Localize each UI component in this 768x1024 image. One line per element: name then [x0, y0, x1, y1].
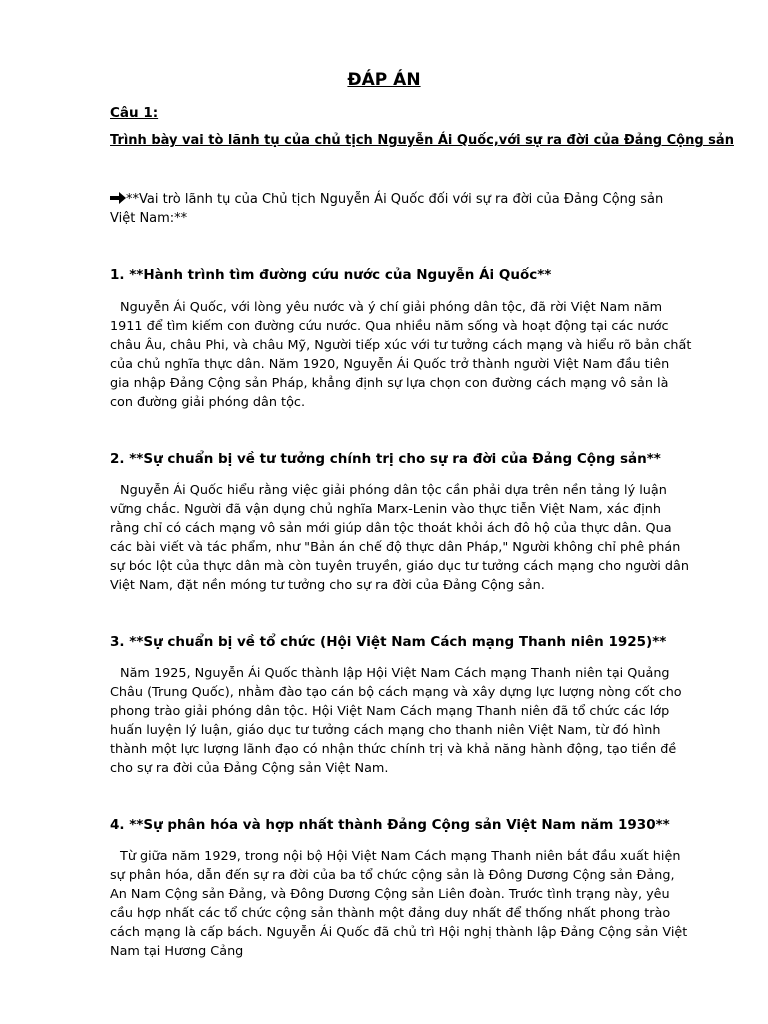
- right-arrow-icon: [110, 192, 126, 204]
- section-1-body: Nguyễn Ái Quốc, với lòng yêu nước và ý chí giải phóng dân tộc, đã rời Việt Nam năm 1911 để tìm kiếm con đường cứu nước. Qua nhiều năm sống và hoạt động tại các nước châu Âu, châu Phi, và châu Mỹ, Người tiếp xúc với tư tưởng cách mạng và hiểu rõ bản chất của chủ nghĩa thực dân. Năm 1920, Nguyễn Ái Quốc trở thành người Việt Nam đầu tiên gia nhập Đảng Cộng sản Pháp, khẳng định sự lựa chọn con đường cách mạng vô sản là con đường giải phóng dân tộc.: [110, 300, 692, 410]
- section-2-body: Nguyễn Ái Quốc hiểu rằng việc giải phóng dân tộc cần phải dựa trên nền tảng lý luận vững chắc. Người đã vận dụng chủ nghĩa Marx-Lenin vào thực tiễn Việt Nam, xác định rằng chỉ có cách mạng vô sản mới giúp dân tộc thoát khỏi ách đô hộ của thực dân. Qua các bài viết và tác phẩm, như "Bản án chế độ thực dân Pháp," Người không chỉ phê phán sự bóc lột của thực dân mà còn tuyên truyền, giáo dục tư tưởng cách mạng cho người dân Việt Nam, đặt nền móng tư tưởng cho sự ra đời của Đảng Cộng sản.: [110, 483, 689, 593]
- question-label: Câu 1:: [110, 105, 159, 121]
- section-2-heading: 2. **Sự chuẩn bị về tư tưởng chính trị cho sự ra đời của Đảng Cộng sản**: [110, 451, 661, 467]
- intro-paragraph: [110, 190, 685, 228]
- section-3-heading: 3. **Sự chuẩn bị về tổ chức (Hội Việt Nam Cách mạng Thanh niên 1925)**: [110, 634, 667, 650]
- section-1-heading: 1. **Hành trình tìm đường cứu nước của Nguyễn Ái Quốc**: [110, 267, 552, 283]
- section-3-body: Năm 1925, Nguyễn Ái Quốc thành lập Hội Việt Nam Cách mạng Thanh niên tại Quảng Châu (Trung Quốc), nhằm đào tạo cán bộ cách mạng và xây dựng lực lượng nòng cốt cho phong trào giải phóng dân tộc. Hội Việt Nam Cách mạng Thanh niên đã tổ chức các lớp huấn luyện lý luận, giáo dục tư tưởng cách mạng cho thanh niên Việt Nam, từ đó hình thành một lực lượng lãnh đạo có nhận thức chính trị và khả năng hành động, tạo tiền đề cho sự ra đời của Đảng Cộng sản Việt Nam.: [110, 666, 682, 776]
- document-title: ĐÁP ÁN: [347, 70, 421, 90]
- question-text: Trình bày vai tò lãnh tụ của chủ tịch Nguyễn Ái Quốc,với sự ra đời của Đảng Cộng sản: [110, 133, 734, 148]
- section-4-body: Từ giữa năm 1929, trong nội bộ Hội Việt Nam Cách mạng Thanh niên bắt đầu xuất hiện sự phân hóa, dẫn đến sự ra đời của ba tổ chức cộng sản là Đông Dương Cộng sản Đảng, An Nam Cộng sản Đảng, và Đông Dương Cộng sản Liên đoàn. Trước tình trạng này, yêu cầu hợp nhất các tổ chức cộng sản thành một đảng duy nhất để thống nhất phong trào cách mạng là cấp bách. Nguyễn Ái Quốc đã chủ trì Hội nghị thành lập Đảng Cộng sản Việt Nam tại Hương Cảng: [110, 849, 688, 959]
- section-4-heading: 4. **Sự phân hóa và hợp nhất thành Đảng Cộng sản Việt Nam năm 1930**: [110, 817, 670, 833]
- intro-text: **Vai trò lãnh tụ của Chủ tịch Nguyễn Ái Quốc đối với sự ra đời của Đảng Cộng sản Việt Nam:**: [110, 192, 664, 226]
